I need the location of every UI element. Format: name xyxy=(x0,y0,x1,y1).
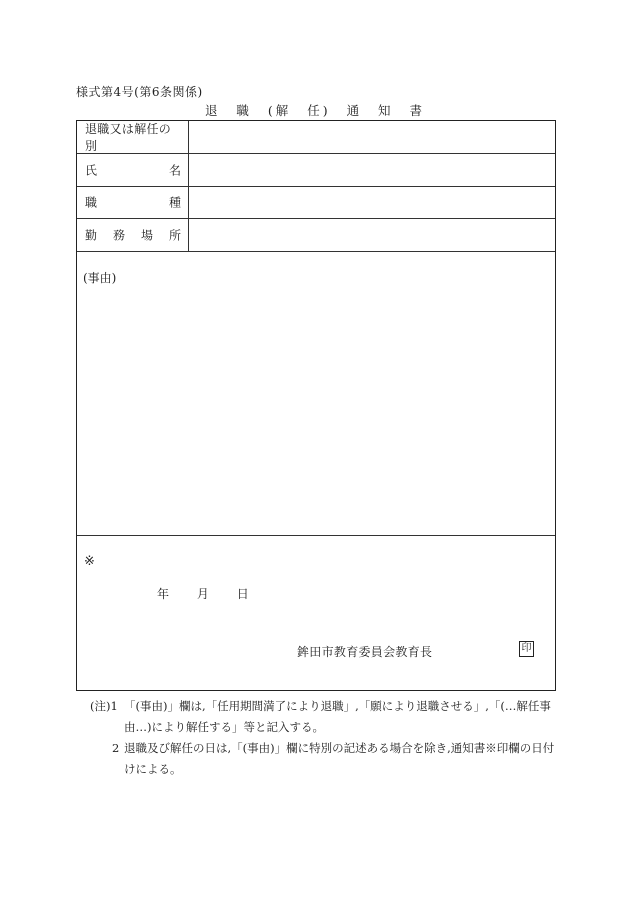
field-row-job-type xyxy=(77,186,555,219)
issuing-authority: 鉾田市教育委員会教育長 xyxy=(297,645,433,659)
label-char: 勤 xyxy=(85,228,98,242)
label-char: 職 xyxy=(85,195,98,210)
note-1-text: 「(事由)」欄は,「任用期間満了により退職」,「願により退職させる」,「(…解任事由…)により解任する」等と記入する。 xyxy=(124,699,551,734)
reason-section[interactable] xyxy=(77,251,555,536)
note-2 xyxy=(90,738,560,780)
date-day: 日 xyxy=(236,587,249,601)
field-row-workplace xyxy=(77,218,555,252)
label-char: 所 xyxy=(168,228,181,242)
date-month: 月 xyxy=(196,587,209,601)
field-value-separation-type[interactable] xyxy=(189,121,555,153)
note-2-prefix: 2 xyxy=(112,741,120,755)
date-year: 年 xyxy=(157,587,170,601)
note-1 xyxy=(90,696,560,738)
field-label-job-type xyxy=(85,194,181,211)
form-table xyxy=(76,120,556,691)
label-char: 名 xyxy=(168,163,181,177)
field-label-cell xyxy=(77,186,189,218)
note-1-prefix: (注)1 xyxy=(90,699,118,713)
field-label-separation-type: 退職又は解任の別 xyxy=(85,122,172,153)
notice-section xyxy=(77,535,555,690)
seal-mark: 印 xyxy=(519,641,534,657)
document-title: 退 職 (解 任) 通 知 書 xyxy=(204,103,426,118)
form-code: 様式第4号(第6条関係) xyxy=(76,85,203,99)
field-value-name[interactable] xyxy=(189,153,555,186)
notes-section xyxy=(90,696,560,780)
date-line[interactable] xyxy=(157,585,249,602)
field-value-job-type[interactable] xyxy=(189,186,555,218)
asterisk-mark: ※ xyxy=(84,554,95,569)
label-char: 氏 xyxy=(85,163,98,177)
field-label-cell xyxy=(77,153,189,186)
field-row-name xyxy=(77,153,555,187)
reason-label: (事由) xyxy=(83,271,117,285)
label-char: 場 xyxy=(140,228,153,242)
field-label-cell xyxy=(77,218,189,251)
field-value-workplace[interactable] xyxy=(189,218,555,251)
label-char: 務 xyxy=(112,228,125,242)
field-label-workplace xyxy=(85,226,181,243)
field-label-cell xyxy=(77,121,189,153)
label-char: 種 xyxy=(168,195,181,210)
field-row-separation-type xyxy=(77,121,555,154)
field-label-name xyxy=(85,161,181,178)
note-2-text: 退職及び解任の日は,「(事由)」欄に特別の記述ある場合を除き,通知書※印欄の日付けによる。 xyxy=(124,741,555,776)
